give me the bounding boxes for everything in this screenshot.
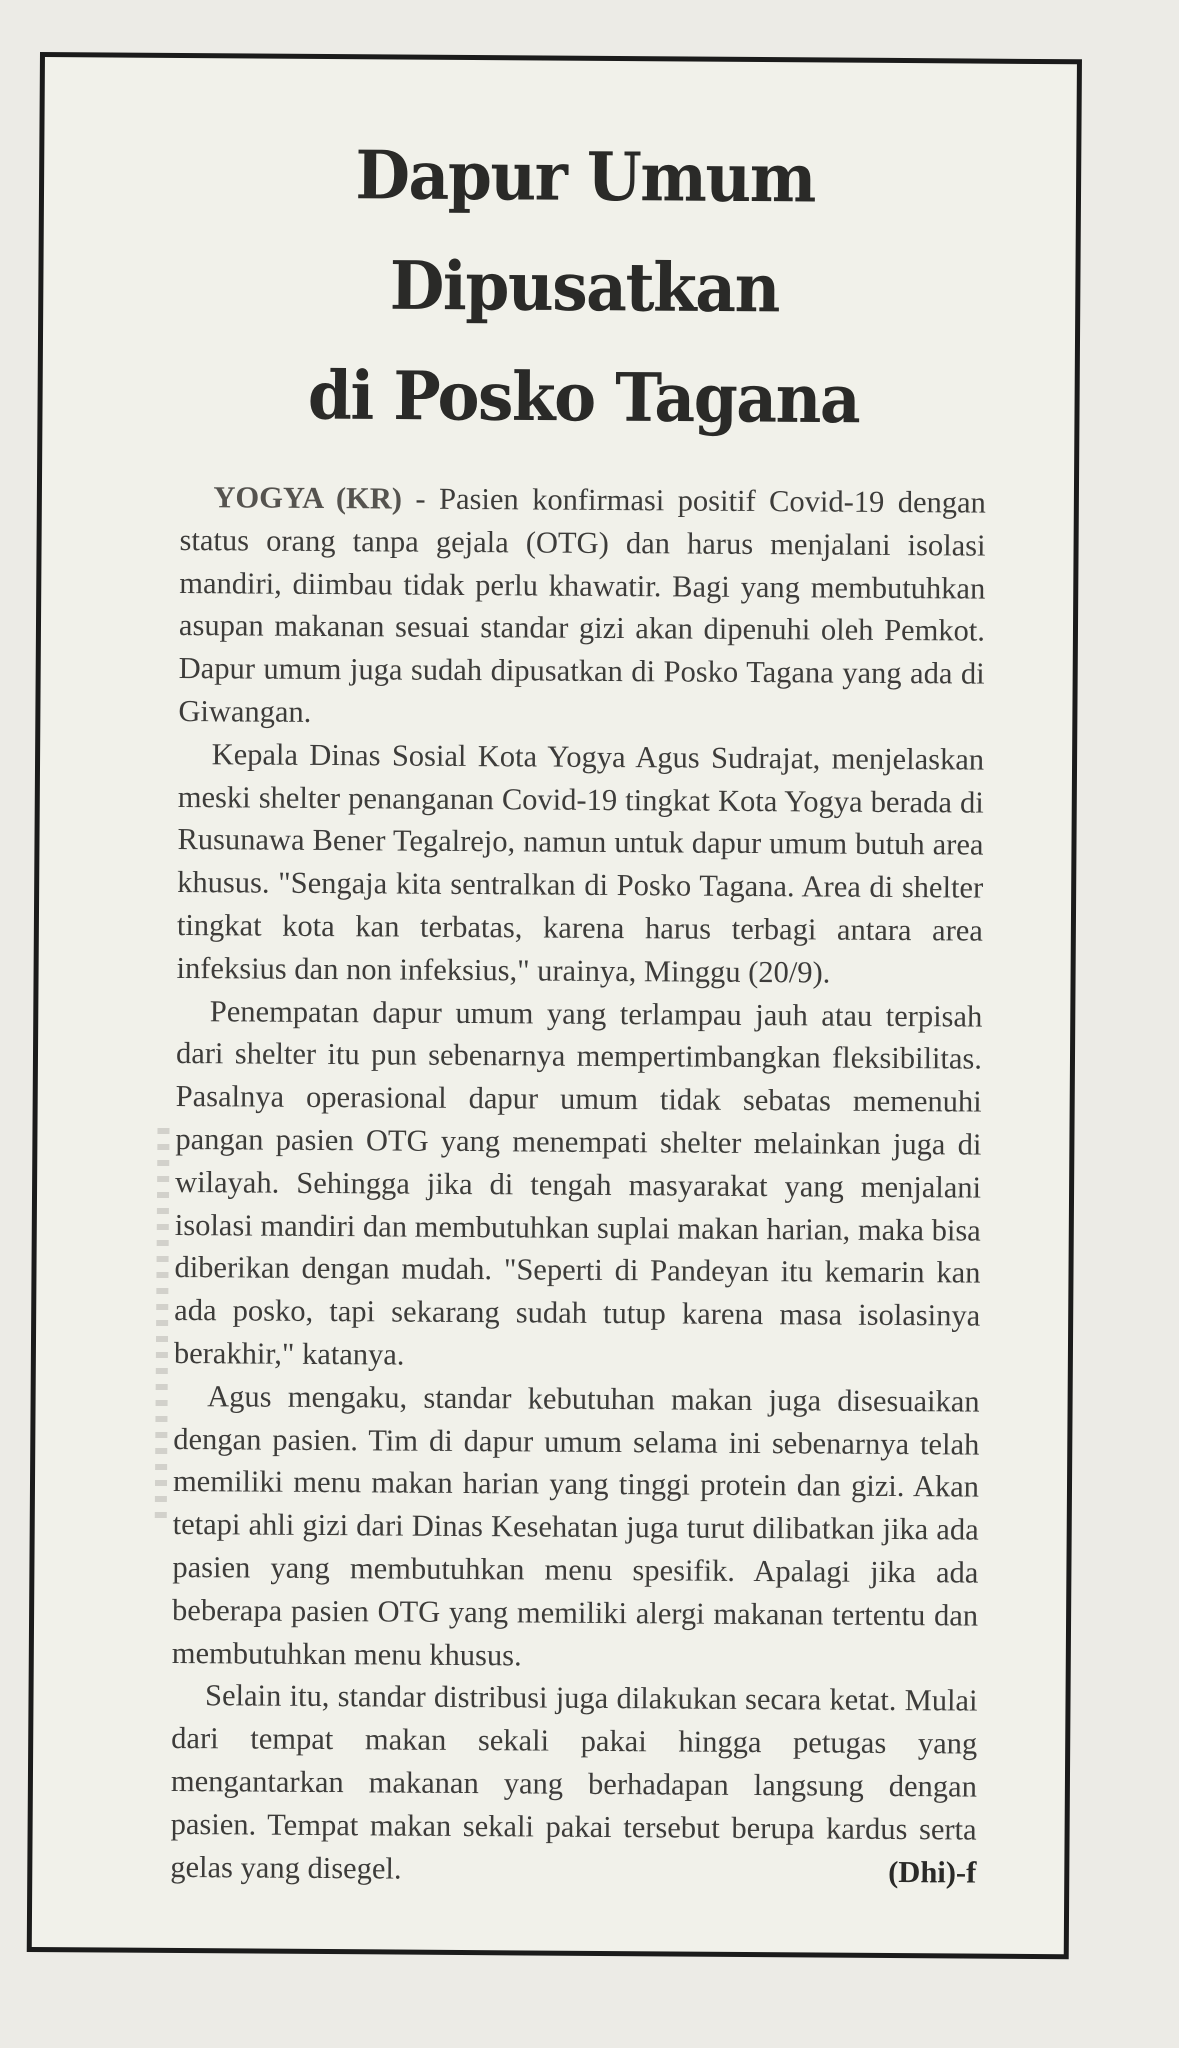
headline-line-1: Dapur Umum Dipusatkan <box>355 135 816 328</box>
paragraph-5 <box>170 1674 977 1894</box>
article-headline <box>180 119 988 455</box>
paragraph-1-text: - Pasien konfirmasi positif Covid-19 dengan status orang tanpa gejala (OTG) dan harus menjalani isolasi mandiri, diimbau tidak perlu khawatir. Bagi yang membutuhkan asupan makanan sesuai standar gizi akan dipenuhi oleh Pemkot. Dapur umum juga sudah dipusatkan di Posko Tagana yang ada di Giwangan. <box>178 481 986 729</box>
fold-mark <box>155 1128 170 1528</box>
article <box>170 128 988 1914</box>
paragraph-5-text: Selain itu, standar distribusi juga dilakukan secara ketat. Mulai dari tempat makan sekali pakai hingga petugas yang mengantarkan makanan yang berhadapan langsung dengan pasien. Tempat makan sekali pakai tersebut berupa kardus serta gelas yang disegel. <box>170 1678 978 1886</box>
paragraph-4: Agus mengaku, standar kebutuhan makan juga disesuaikan dengan pasien. Tim di dapur umum selama ini sebenarnya telah memiliki menu makan harian yang tinggi protein dan gizi. Akan tetapi ahli gizi dari Dinas Kesehatan juga turut dilibatkan jika ada pasien yang membutuhkan menu spesifik. Apalagi jika ada beberapa pasien OTG yang memiliki alergi makanan tertentu dan membutuhkan menu khusus. <box>171 1378 980 1672</box>
newspaper-clipping <box>27 52 1082 1959</box>
dateline: YOGYA (KR) <box>213 480 403 516</box>
headline-line-2: di Posko Tagana <box>307 355 860 439</box>
paragraph-3: Penempatan dapur umum yang terlampau jauh atau terpisah dari shelter itu pun sebenarnya mempertimbangkan fleksibilitas. Pasalnya operasional dapur umum tidak sebatas memenuhi pangan pasien OTG yang menempati shelter melainkan juga di wilayah. Sehingga jika di tengah masyarakat yang menjalani isolasi mandiri dan membutuhkan suplai makan harian, maka bisa diberikan dengan mudah. "Seperti di Pandeyan itu kemarin kan ada posko, tapi sekarang sudah tutup karena masa isolasinya berakhir," katanya. <box>173 993 983 1372</box>
article-body <box>170 476 986 1894</box>
byline: (Dhi)-f <box>888 1854 977 1890</box>
paragraph-2: Kepala Dinas Sosial Kota Yogya Agus Sudrajat, menjelaskan meski shelter penanganan Covid-19 tingkat Kota Yogya berada di Rusunawa Bener Tegalrejo, namun untuk dapur umum butuh area khusus. "Sengaja kita sentralkan di Posko Tagana. Area di shelter tingkat kota kan terbatas, karena harus terbagi antara area infeksius dan non infeksius," urainya, Minggu (20/9). <box>176 736 985 990</box>
paragraph-1 <box>178 476 986 738</box>
